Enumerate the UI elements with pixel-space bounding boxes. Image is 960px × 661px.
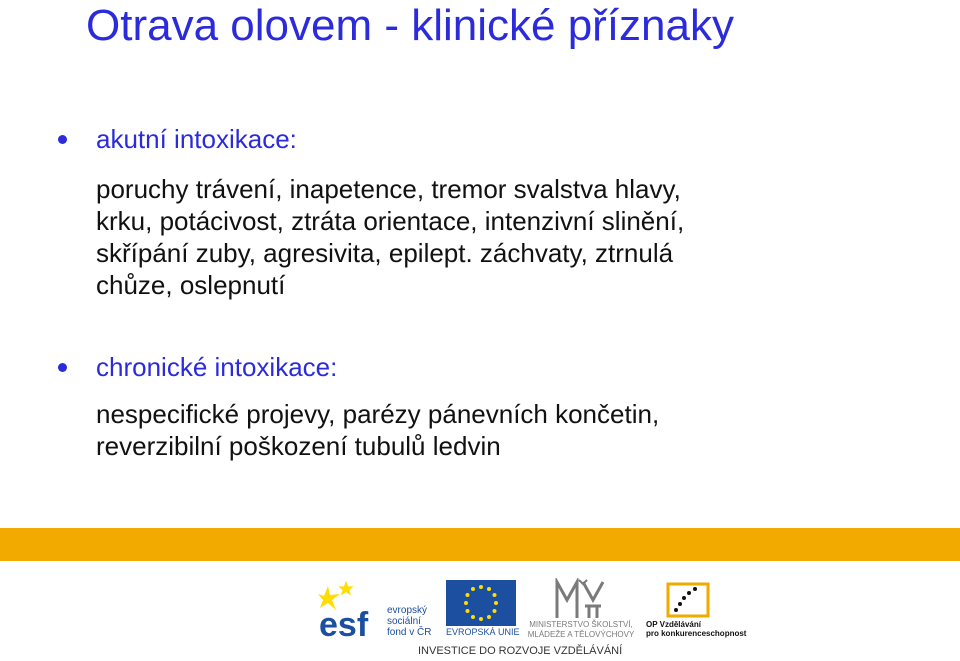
esf-logo-text: esf: [319, 606, 369, 638]
body-line: krku, potácivost, ztráta orientace, intenzivní slinění,: [96, 206, 685, 236]
op-caption: [646, 620, 746, 638]
eu-caption: EVROPSKÁ UNIE: [446, 627, 520, 637]
section-body-chronic: [96, 398, 659, 462]
footer-tagline: INVESTICE DO ROZVOJE VZDĚLÁVÁNÍ: [418, 645, 623, 657]
section-heading-chronic: chronické intoxikace:: [96, 352, 338, 382]
esf-caption-line: sociální: [387, 616, 421, 627]
accent-bar: [0, 528, 960, 561]
op-caption-line: OP Vzdělávání: [646, 620, 701, 629]
body-line: nespecifické projevy, parézy pánevních končetin,: [96, 399, 660, 429]
esf-caption: [387, 605, 431, 638]
msmt-caption-line: MINISTERSTVO ŠKOLSTVÍ,: [529, 620, 633, 629]
slide-title: Otrava olovem - klinické příznaky: [86, 1, 734, 50]
section-heading-acute: akutní intoxikace:: [96, 124, 297, 154]
section-body-acute: [96, 173, 684, 301]
esf-caption-line: fond v ČR: [387, 627, 432, 638]
body-line: reverzibilní poškození tubulů ledvin: [96, 431, 501, 461]
bullet-icon: [58, 363, 67, 372]
body-line: poruchy trávení, inapetence, tremor svalstva hlavy,: [96, 174, 681, 204]
body-line: skřípání zuby, agresivita, epilept. záchvaty, ztrnulá: [96, 238, 674, 268]
eu-flag-icon: [446, 580, 516, 626]
op-caption-line: pro konkurenceschopnost: [646, 629, 747, 638]
op-vk-logo: [664, 580, 712, 620]
bullet-icon: [58, 135, 67, 144]
esf-logo: [318, 578, 386, 638]
msmt-caption: [522, 620, 640, 640]
body-line: chůze, oslepnutí: [96, 270, 286, 300]
msmt-caption-line: MLÁDEŽE A TĚLOVÝCHOVY: [527, 630, 635, 639]
msmt-logo: [553, 578, 613, 620]
esf-caption-line: evropský: [387, 605, 428, 616]
